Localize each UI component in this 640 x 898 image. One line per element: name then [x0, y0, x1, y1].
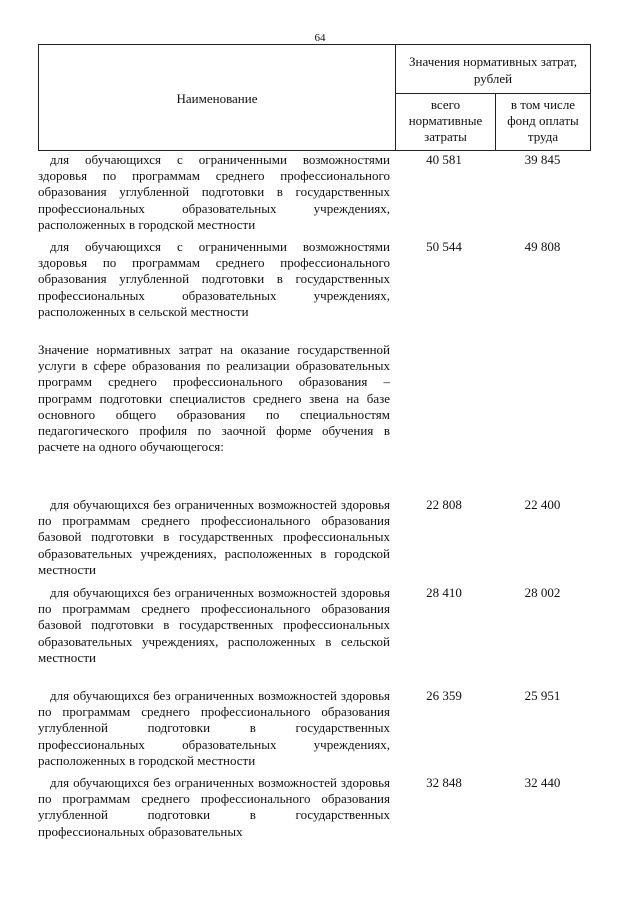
- row-total-value: 26 359: [426, 688, 462, 703]
- row-description: для обучающихся без ограниченных возможностей здоровья по программам среднего профессионального образования базовой подготовки в государственных профессиональных образовательных учреждениях, расположенных в городской местности: [38, 497, 390, 577]
- row-fund-value: 28 002: [524, 585, 561, 600]
- row-description: для обучающихся без ограниченных возможностей здоровья по программам среднего профессионального образования углубленной подготовки в государственных профессиональных образовательных: [38, 775, 390, 839]
- row-total-value: 50 544: [426, 239, 462, 254]
- table-header: [38, 44, 591, 151]
- row-total-value: 32 848: [426, 775, 462, 790]
- header-divider-horizontal: [395, 93, 590, 94]
- header-values-column: Значения нормативных затрат, рублей: [408, 54, 578, 86]
- header-total-column: всего нормативные затраты: [408, 97, 483, 144]
- row-description: для обучающихся без ограниченных возможностей здоровья по программам среднего профессионального образования базовой подготовки в государственных профессиональных образовательных учреждениях, расположенных в сельской местности: [38, 585, 390, 665]
- header-name-column: Наименование: [176, 91, 258, 106]
- row-fund-value: 39 845: [524, 152, 561, 167]
- row-total-value: 40 581: [426, 152, 462, 167]
- row-description: Значение нормативных затрат на оказание государственной услуги в сфере образования по реализации образовательных программ среднего профессионального образования – программ подготовки специалистов среднего звена на базе основного общего образования по специальностям педагогического профиля по заочной форме обучения в расчете на одного обучающегося:: [38, 342, 390, 455]
- row-description: для обучающихся с ограниченными возможностями здоровья по программам среднего профессионального образования углубленной подготовки в государственных профессиональных образовательных учреждениях, расположенных в сельской местности: [38, 239, 390, 319]
- row-description: для обучающихся с ограниченными возможностями здоровья по программам среднего профессионального образования углубленной подготовки в государственных профессиональных образовательных учреждениях, расположенных в городской местности: [38, 152, 390, 232]
- row-fund-value: 25 951: [524, 688, 561, 703]
- header-fund-column: в том числе фонд оплаты труда: [507, 97, 579, 144]
- row-fund-value: 22 400: [524, 497, 561, 512]
- row-fund-value: 49 808: [524, 239, 561, 254]
- row-total-value: 22 808: [426, 497, 462, 512]
- page-number: 64: [314, 32, 326, 44]
- row-fund-value: 32 440: [524, 775, 561, 790]
- row-total-value: 28 410: [426, 585, 462, 600]
- row-description: для обучающихся без ограниченных возможностей здоровья по программам среднего профессионального образования углубленной подготовки в государственных профессиональных образовательных учреждениях, расположенных в городской местности: [38, 688, 390, 768]
